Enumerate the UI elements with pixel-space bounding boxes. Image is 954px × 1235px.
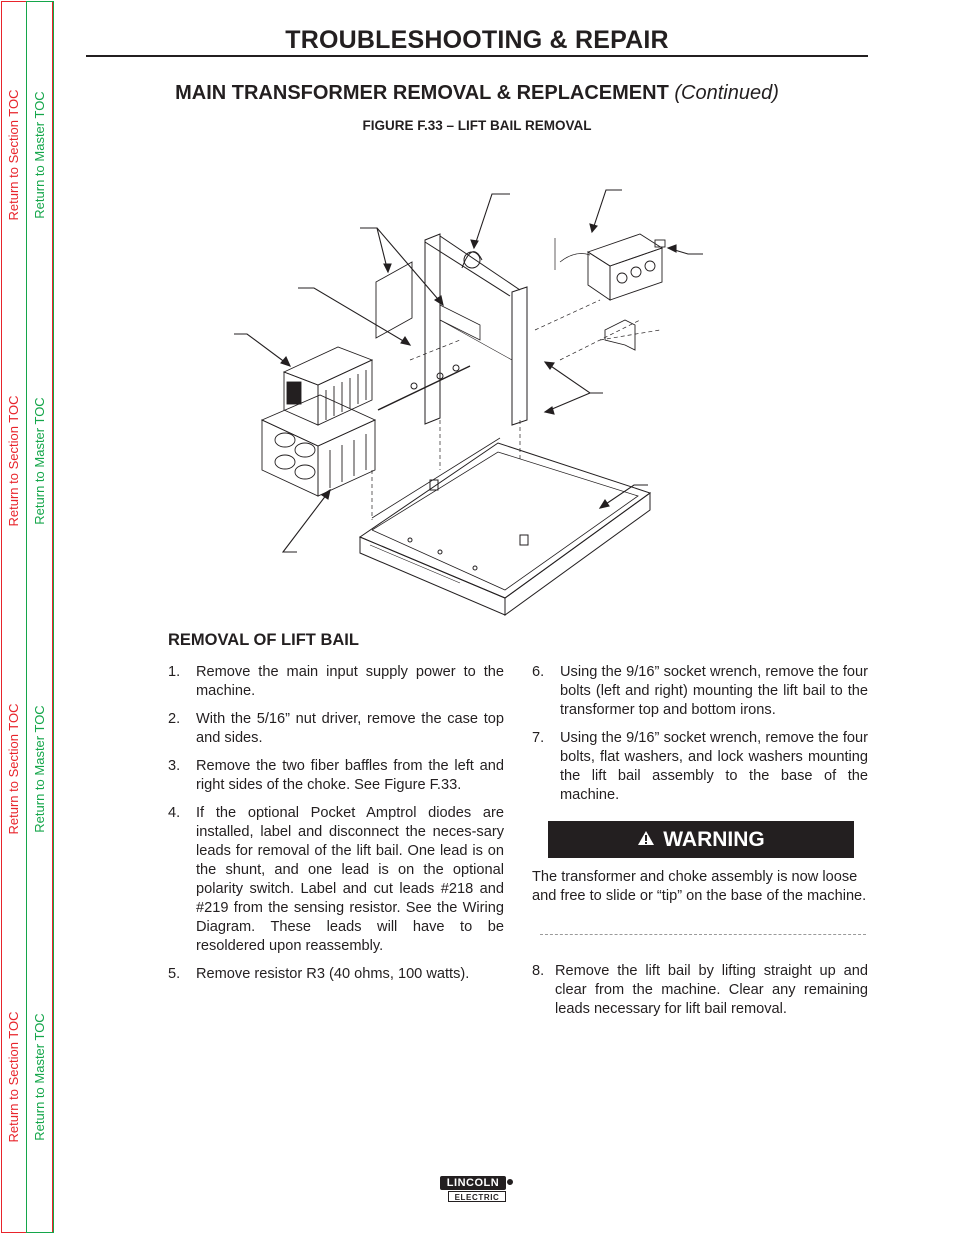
step-text: Remove the main input supply power to the machine. bbox=[196, 664, 504, 699]
lift-bail-frame-drawing bbox=[425, 234, 527, 425]
registered-mark-icon bbox=[507, 1179, 513, 1185]
component-block-drawing bbox=[555, 234, 665, 350]
step-text: Using the 9/16” socket wrench, remove the four bolts (left and right) mounting the lift bail to the transformer top and bottom irons. bbox=[560, 664, 868, 718]
dashed-divider bbox=[540, 934, 866, 935]
assembly-guide-lines bbox=[372, 300, 660, 520]
list-item bbox=[168, 965, 504, 984]
step-text: Using the 9/16” socket wrench, remove the four bolts, flat washers, and lock washers mounting the lift bail assembly to the base of the machine. bbox=[560, 730, 868, 803]
step-number: 5. bbox=[168, 966, 181, 982]
step-number: 7. bbox=[532, 730, 545, 746]
page-title: TROUBLESHOOTING & REPAIR bbox=[285, 26, 669, 54]
step-number: 2. bbox=[168, 711, 181, 727]
warning-banner bbox=[548, 821, 854, 858]
step-text: Remove the two fiber baffles from the left and right sides of the choke. See Figure F.33. bbox=[196, 758, 504, 793]
list-item bbox=[532, 729, 868, 805]
return-section-toc-link-2[interactable]: Return to Section TOC bbox=[6, 395, 21, 527]
warning-triangle-icon bbox=[637, 828, 655, 852]
return-master-toc-link-1[interactable]: Return to Master TOC bbox=[32, 91, 47, 219]
leader-lines bbox=[234, 190, 703, 552]
return-section-toc-link-4[interactable]: Return to Section TOC bbox=[6, 1011, 21, 1143]
removal-subheading: REMOVAL OF LIFT BAIL bbox=[168, 631, 359, 649]
figure-caption: FIGURE F.33 – LIFT BAIL REMOVAL bbox=[362, 118, 592, 133]
return-master-toc-link-2[interactable]: Return to Master TOC bbox=[32, 397, 47, 525]
logo-top-text: LINCOLN bbox=[440, 1176, 506, 1190]
step-number: 4. bbox=[168, 805, 181, 821]
base-tray-drawing bbox=[360, 438, 650, 615]
transformer-assembly-drawing bbox=[262, 347, 375, 496]
return-section-toc-link-3[interactable]: Return to Section TOC bbox=[6, 703, 21, 835]
return-master-toc-link-3[interactable]: Return to Master TOC bbox=[32, 705, 47, 833]
list-item bbox=[532, 962, 868, 1019]
right-step-list bbox=[532, 663, 868, 814]
section-title-main: MAIN TRANSFORMER REMOVAL & REPLACEMENT bbox=[175, 82, 669, 104]
warning-text: The transformer and choke assembly is now loose and free to slide or “tip” on the base of the machine. bbox=[532, 869, 867, 904]
step-text: Remove resistor R3 (40 ohms, 100 watts). bbox=[196, 966, 470, 982]
list-item bbox=[168, 757, 504, 795]
return-master-toc-link-4[interactable]: Return to Master TOC bbox=[32, 1013, 47, 1141]
bolt-rod-drawing bbox=[378, 366, 470, 410]
logo-bottom-text: ELECTRIC bbox=[448, 1191, 506, 1202]
list-item bbox=[168, 663, 504, 701]
step-text: If the optional Pocket Amptrol diodes are installed, label and disconnect the neces-sary leads for removal of the lift bail. One lead is on the shunt, and one lead is on the optional polarity switch. Label and cut leads #218 and #219 from the sensing resistor. See the Wiring Diagram. These leads will have to be resoldered upon reassembly. bbox=[196, 805, 504, 954]
step-number: 3. bbox=[168, 758, 181, 774]
list-item bbox=[532, 663, 868, 720]
fiber-baffle-drawing bbox=[376, 262, 412, 338]
section-title-suffix: (Continued) bbox=[674, 82, 779, 104]
final-step-list bbox=[532, 962, 868, 1028]
step-number: 8. bbox=[532, 963, 545, 979]
step-number: 6. bbox=[532, 664, 545, 680]
step-text: Remove the lift bail by lifting straight up and clear from the machine. Clear any remaining leads necessary for lift bail removal. bbox=[555, 963, 868, 1017]
warning-label: WARNING bbox=[663, 827, 765, 851]
list-item bbox=[168, 804, 504, 956]
return-section-toc-link-1[interactable]: Return to Section TOC bbox=[6, 89, 21, 221]
list-item bbox=[168, 710, 504, 748]
lincoln-electric-logo bbox=[440, 1176, 514, 1204]
left-step-list bbox=[168, 663, 504, 993]
step-text: With the 5/16” nut driver, remove the case top and sides. bbox=[196, 711, 504, 746]
step-number: 1. bbox=[168, 664, 181, 680]
